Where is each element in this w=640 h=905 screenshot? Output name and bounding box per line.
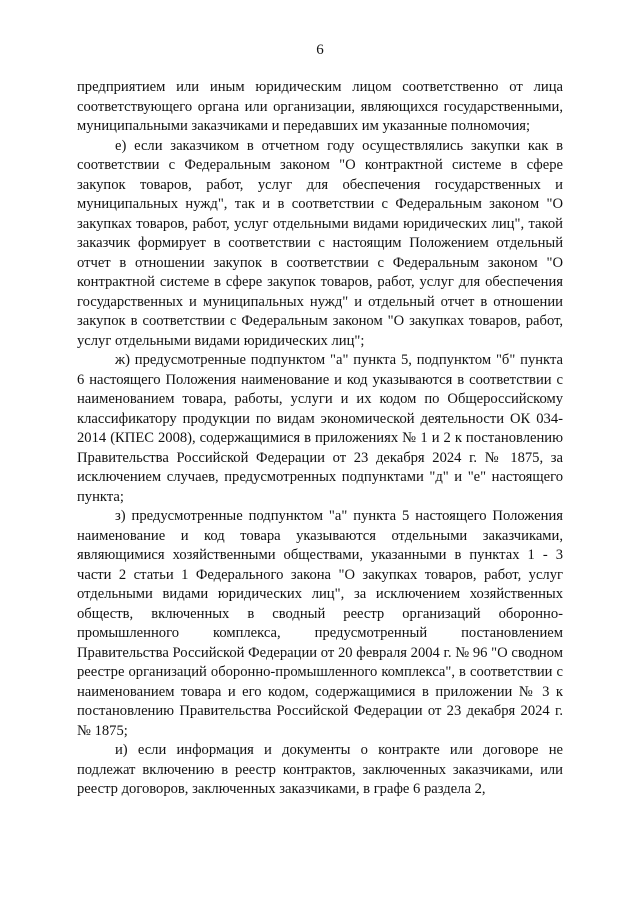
paragraph-item-zh: ж) предусмотренные подпунктом "а" пункта 5, подпунктом "б" пункта 6 настоящего Положения наименование и код указываются в соответствии с наименованием товара, работы, услуги и их кодом по Общероссийскому классификатору продукции по видам экономической деятельности ОК 034-2014 (КПЕС 2008), содержащимися в приложениях № 1 и 2 к постановлению Правительства Российской Федерации от 23 декабря 2024 г. № 1875, за исключением случаев, предусмотренных подпунктами "д" и "е" настоящего пункта;	[77, 352, 563, 505]
paragraph-item-i: и) если информация и документы о контракте или договоре не подлежат включению в реестр контрактов, заключенных заказчиками, или реестр договоров, заключенных заказчиками, в графе 6 раздела 2,	[77, 742, 563, 797]
document-body	[77, 78, 563, 800]
page-number: 6	[316, 42, 324, 58]
paragraph-item-z: з) предусмотренные подпунктом "а" пункта 5 настоящего Положения наименование и код товара указываются отдельными заказчиками, являющимися хозяйственными обществами, указанными в пунктах 1 - 3 части 2 статьи 1 Федерального закона "О закупках товаров, работ, услуг отдельными видами юридических лиц", за исключением хозяйственных обществ, включенных в сводный реестр организаций оборонно-промышленного комплекса, предусмотренный постановлением Правительства Российской Федерации от 20 февраля 2004 г. № 96 "О сводном реестре организаций оборонно-промышленного комплекса", в соответствии с наименованием товара и его кодом, содержащимися в приложении № 3 к постановлению Правительства Российской Федерации от 23 декабря 2024 г. № 1875;	[77, 508, 563, 739]
paragraph-item-e: е) если заказчиком в отчетном году осуществлялись закупки как в соответствии с Федеральным законом "О контрактной системе в сфере закупок товаров, работ, услуг для обеспечения государственных и муниципальных нужд", так и в соответствии с Федеральным законом "О закупках товаров, работ, услуг отдельными видами юридических лиц", такой заказчик формирует в соответствии с настоящим Положением отдельный отчет в отношении закупок в соответствии с Федеральным законом "О контрактной системе в сфере закупок товаров, работ, услуг для обеспечения государственных и муниципальных нужд" и отдельный отчет в отношении закупок в соответствии с Федеральным законом "О закупках товаров, работ, услуг отдельными видами юридических лиц";	[77, 137, 563, 349]
paragraph-continuation: предприятием или иным юридическим лицом соответственно от лица соответствующего органа или организации, являющихся государственными, муниципальными заказчиками и передавших им указанные полномочия;	[77, 79, 563, 134]
